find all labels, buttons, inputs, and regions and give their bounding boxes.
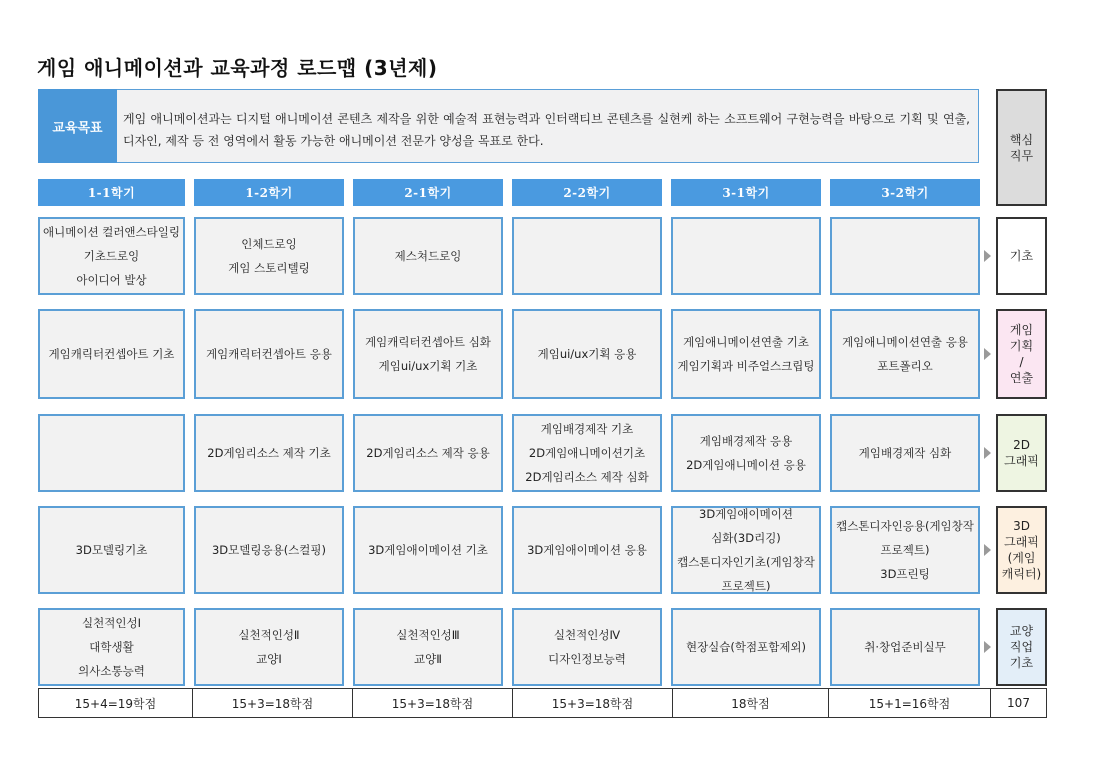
course-name: 취·창업준비실무	[864, 640, 946, 654]
course-cell	[194, 608, 344, 686]
course-name: 제스쳐드로잉	[394, 249, 462, 263]
course-name: 심화(3D리깅)	[711, 531, 781, 545]
course-cell	[512, 414, 662, 492]
credit-cell: 15+3=18학점	[513, 689, 673, 717]
course-cell	[830, 608, 980, 686]
course-cell	[830, 414, 980, 492]
course-cell	[38, 608, 185, 686]
course-name: 게임배경제작 응용	[699, 434, 793, 448]
course-cell	[830, 309, 980, 399]
course-name: 게임 스토리텔링	[228, 261, 310, 275]
course-name: 게임캐릭터컨셉아트 응용	[206, 347, 332, 361]
course-cell	[512, 506, 662, 594]
course-name: 교양Ⅱ	[414, 652, 442, 666]
course-cell	[512, 309, 662, 399]
semester-header: 1-2학기	[194, 179, 344, 206]
course-name: 3D게임애이메이션 기초	[368, 543, 488, 557]
core-job-label: 게임	[1009, 323, 1034, 337]
semester-header: 3-1학기	[671, 179, 821, 206]
course-name: 실천적인성Ⅳ	[553, 628, 621, 642]
course-name: 3D게임애이메이션	[699, 507, 793, 521]
course-cell	[353, 506, 503, 594]
course-cell	[353, 309, 503, 399]
course-name: 3D게임애이메이션 응용	[527, 543, 647, 557]
course-cell	[671, 309, 821, 399]
arrow-right-icon	[984, 641, 991, 653]
course-name: 2D게임리소스 제작 응용	[366, 446, 490, 460]
core-job-label: 연출	[1009, 371, 1034, 385]
course-name: 2D게임애니메이션 응용	[686, 458, 806, 472]
credit-cell: 15+3=18학점	[353, 689, 513, 717]
course-name: 게임캐릭터컨셉아트 기초	[48, 347, 175, 361]
arrow-right-icon	[984, 348, 991, 360]
core-job-header-line: 직무	[1009, 148, 1034, 163]
credit-cell: 15+1=16학점	[829, 689, 991, 717]
core-job-label: 직업	[1009, 640, 1034, 654]
course-cell	[38, 217, 185, 295]
course-name: 캡스톤디자인응용(게임창작	[836, 519, 974, 533]
arrow-right-icon	[984, 447, 991, 459]
core-job-label: (게임	[1007, 551, 1036, 565]
core-job-cell	[996, 414, 1047, 492]
course-name: 2D게임리소스 제작 심화	[525, 470, 649, 484]
course-cell	[512, 608, 662, 686]
goal-text: 게임 애니메이션과는 디지털 애니메이션 콘텐츠 제작을 위한 예술적 표현능력과 인터랙티브 콘텐츠를 실현케 하는 소프트웨어 구현능력을 바탕으로 기획 및 연출, 디자인, 제작 등 전 영역에서 활동 가능한 애니메이션 전문가 양성을 목표로 한다.	[117, 89, 979, 163]
course-cell	[353, 608, 503, 686]
core-job-cell	[996, 608, 1047, 686]
course-name: 기초드로잉	[83, 249, 140, 263]
course-cell	[194, 506, 344, 594]
core-job-label: 2D	[1013, 438, 1030, 452]
course-name: 2D게임리소스 제작 기초	[207, 446, 331, 460]
course-name: 게임기획과 비주얼스크립팅	[677, 359, 815, 373]
course-cell	[671, 608, 821, 686]
core-job-cell	[996, 217, 1047, 295]
semester-header: 2-1학기	[353, 179, 503, 206]
course-name: 실천적인성Ⅰ	[82, 616, 141, 630]
course-cell	[512, 217, 662, 295]
core-job-label: 3D	[1013, 519, 1030, 533]
core-job-cell	[996, 309, 1047, 399]
course-cell	[38, 506, 185, 594]
semester-header: 1-1학기	[38, 179, 185, 206]
course-name: 대학생활	[89, 640, 134, 654]
course-name: 프로젝트)	[880, 543, 930, 557]
course-name: 3D모델링기초	[75, 543, 148, 557]
semester-header: 3-2학기	[830, 179, 980, 206]
course-name: 실천적인성Ⅱ	[238, 628, 300, 642]
course-cell	[830, 217, 980, 295]
course-cell	[671, 217, 821, 295]
course-cell	[38, 309, 185, 399]
core-job-label: 캐릭터)	[1001, 567, 1042, 581]
core-job-label: /	[1019, 355, 1024, 369]
goal-label: 교육목표	[38, 89, 117, 163]
course-name: 캡스톤디자인기초(게임창작	[677, 555, 815, 569]
core-job-label: 그래픽	[1004, 535, 1039, 549]
course-name: 실천적인성Ⅲ	[396, 628, 460, 642]
core-job-label: 기획	[1009, 339, 1034, 353]
course-name: 3D프린팅	[880, 567, 930, 581]
course-cell	[830, 506, 980, 594]
course-cell	[194, 309, 344, 399]
core-job-label: 교양	[1009, 624, 1034, 638]
core-job-label: 기초	[1009, 249, 1034, 263]
credits-row	[38, 688, 1047, 718]
course-name: 게임ui/ux기획 기초	[378, 359, 478, 373]
course-name: 의사소통능력	[78, 664, 145, 678]
course-name: 애니메이션 컬러앤스타일링	[43, 225, 180, 239]
core-job-label: 그래픽	[1004, 454, 1039, 468]
course-cell	[671, 506, 821, 594]
course-name: 3D모델링응용(스컬핑)	[211, 543, 327, 557]
course-name: 디자인정보능력	[548, 652, 626, 666]
credit-cell: 18학점	[673, 689, 829, 717]
credit-cell: 15+4=19학점	[39, 689, 193, 717]
course-cell	[194, 414, 344, 492]
core-job-label: 기초	[1009, 656, 1034, 670]
course-name: 교양Ⅰ	[256, 652, 282, 666]
course-name: 2D게임애니메이션기초	[528, 446, 646, 460]
course-cell	[353, 414, 503, 492]
course-cell	[194, 217, 344, 295]
semester-header: 2-2학기	[512, 179, 662, 206]
course-cell	[671, 414, 821, 492]
course-name: 현장실습(학점포함제외)	[685, 640, 807, 654]
credit-cell: 15+3=18학점	[193, 689, 353, 717]
course-name: 인체드로잉	[241, 237, 297, 251]
course-name: 아이디어 발상	[76, 273, 147, 287]
core-job-header-line: 핵심	[1009, 132, 1034, 147]
credit-total: 107	[1007, 696, 1030, 710]
course-cell	[353, 217, 503, 295]
course-name: 게임애니메이션연출 기초	[683, 335, 809, 349]
course-name: 포트폴리오	[877, 359, 933, 373]
course-name: 게임배경제작 심화	[858, 446, 952, 460]
course-name: 게임캐릭터컨셉아트 심화	[365, 335, 491, 349]
course-name: 게임배경제작 기초	[540, 422, 634, 436]
course-cell	[38, 414, 185, 492]
course-name: 게임ui/ux기획 응용	[537, 347, 637, 361]
core-job-cell	[996, 506, 1047, 594]
page-title: 게임 애니메이션과 교육과정 로드맵 (3년제)	[37, 56, 438, 80]
arrow-right-icon	[984, 544, 991, 556]
course-name: 프로젝트)	[721, 579, 771, 593]
arrow-right-icon	[984, 250, 991, 262]
course-name: 게임애니메이션연출 응용	[842, 335, 968, 349]
core-job-header	[996, 89, 1047, 206]
